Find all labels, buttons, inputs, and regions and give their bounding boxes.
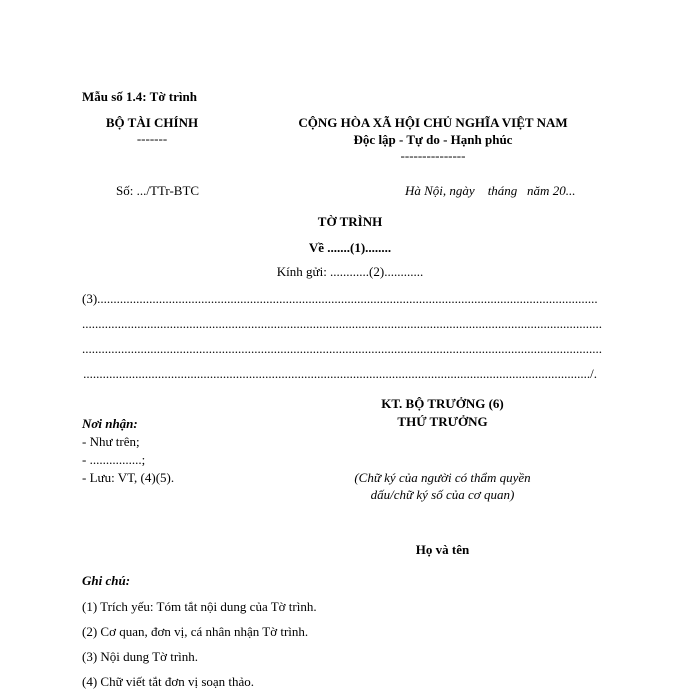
agency-divider: ------- xyxy=(136,131,168,146)
note-item: (4) Chữ viết tắt đơn vị soạn thảo. xyxy=(82,674,255,689)
signature-note-line-1: (Chữ ký của người có thẩm quyền xyxy=(354,470,531,485)
signature-note-line-2: dấu/chữ ký số của cơ quan) xyxy=(370,487,515,502)
body-line-3: ................................................................................................................................................................ xyxy=(82,341,602,356)
recipient-item: - Lưu: VT, (4)(5). xyxy=(82,470,175,485)
recipients-title: Nơi nhận: xyxy=(82,416,138,431)
recipient-item: - ................; xyxy=(82,452,146,467)
country-name: CỘNG HÒA XÃ HỘI CHỦ NGHĨA VIỆT NAM xyxy=(298,115,568,130)
notes-title: Ghi chú: xyxy=(82,573,131,588)
body-line-1: (3).......................................................................................................................................................... xyxy=(82,291,598,306)
body-line-2: ................................................................................................................................................................ xyxy=(82,316,602,331)
place-date: Hà Nội, ngày tháng năm 20... xyxy=(405,183,576,198)
recipient-item: - Như trên; xyxy=(82,434,140,449)
document-subject: Về .......(1)........ xyxy=(308,240,392,255)
agency-name: BỘ TÀI CHÍNH xyxy=(105,115,199,130)
document-title: TỜ TRÌNH xyxy=(317,214,383,229)
signer-name: Họ và tên xyxy=(415,542,470,557)
note-item: (2) Cơ quan, đơn vị, cá nhân nhận Tờ trình. xyxy=(82,624,309,639)
signature-position: THỨ TRƯỞNG xyxy=(397,414,488,429)
body-line-4-text: ............................................................................................................................................................/. xyxy=(83,366,597,381)
note-item: (3) Nội dung Tờ trình. xyxy=(82,649,199,664)
body-line-4 xyxy=(82,366,597,382)
motto: Độc lập - Tự do - Hạnh phúc xyxy=(353,132,513,147)
addressee: Kính gửi: ............(2)............ xyxy=(276,264,424,279)
document-number: Số: .../TTr-BTC xyxy=(116,183,200,198)
motto-divider: --------------- xyxy=(400,148,466,163)
note-item: (1) Trích yếu: Tóm tắt nội dung của Tờ trình. xyxy=(82,599,317,614)
form-label: Mẫu số 1.4: Tờ trình xyxy=(82,89,197,104)
signature-authority: KT. BỘ TRƯỞNG (6) xyxy=(381,396,504,411)
